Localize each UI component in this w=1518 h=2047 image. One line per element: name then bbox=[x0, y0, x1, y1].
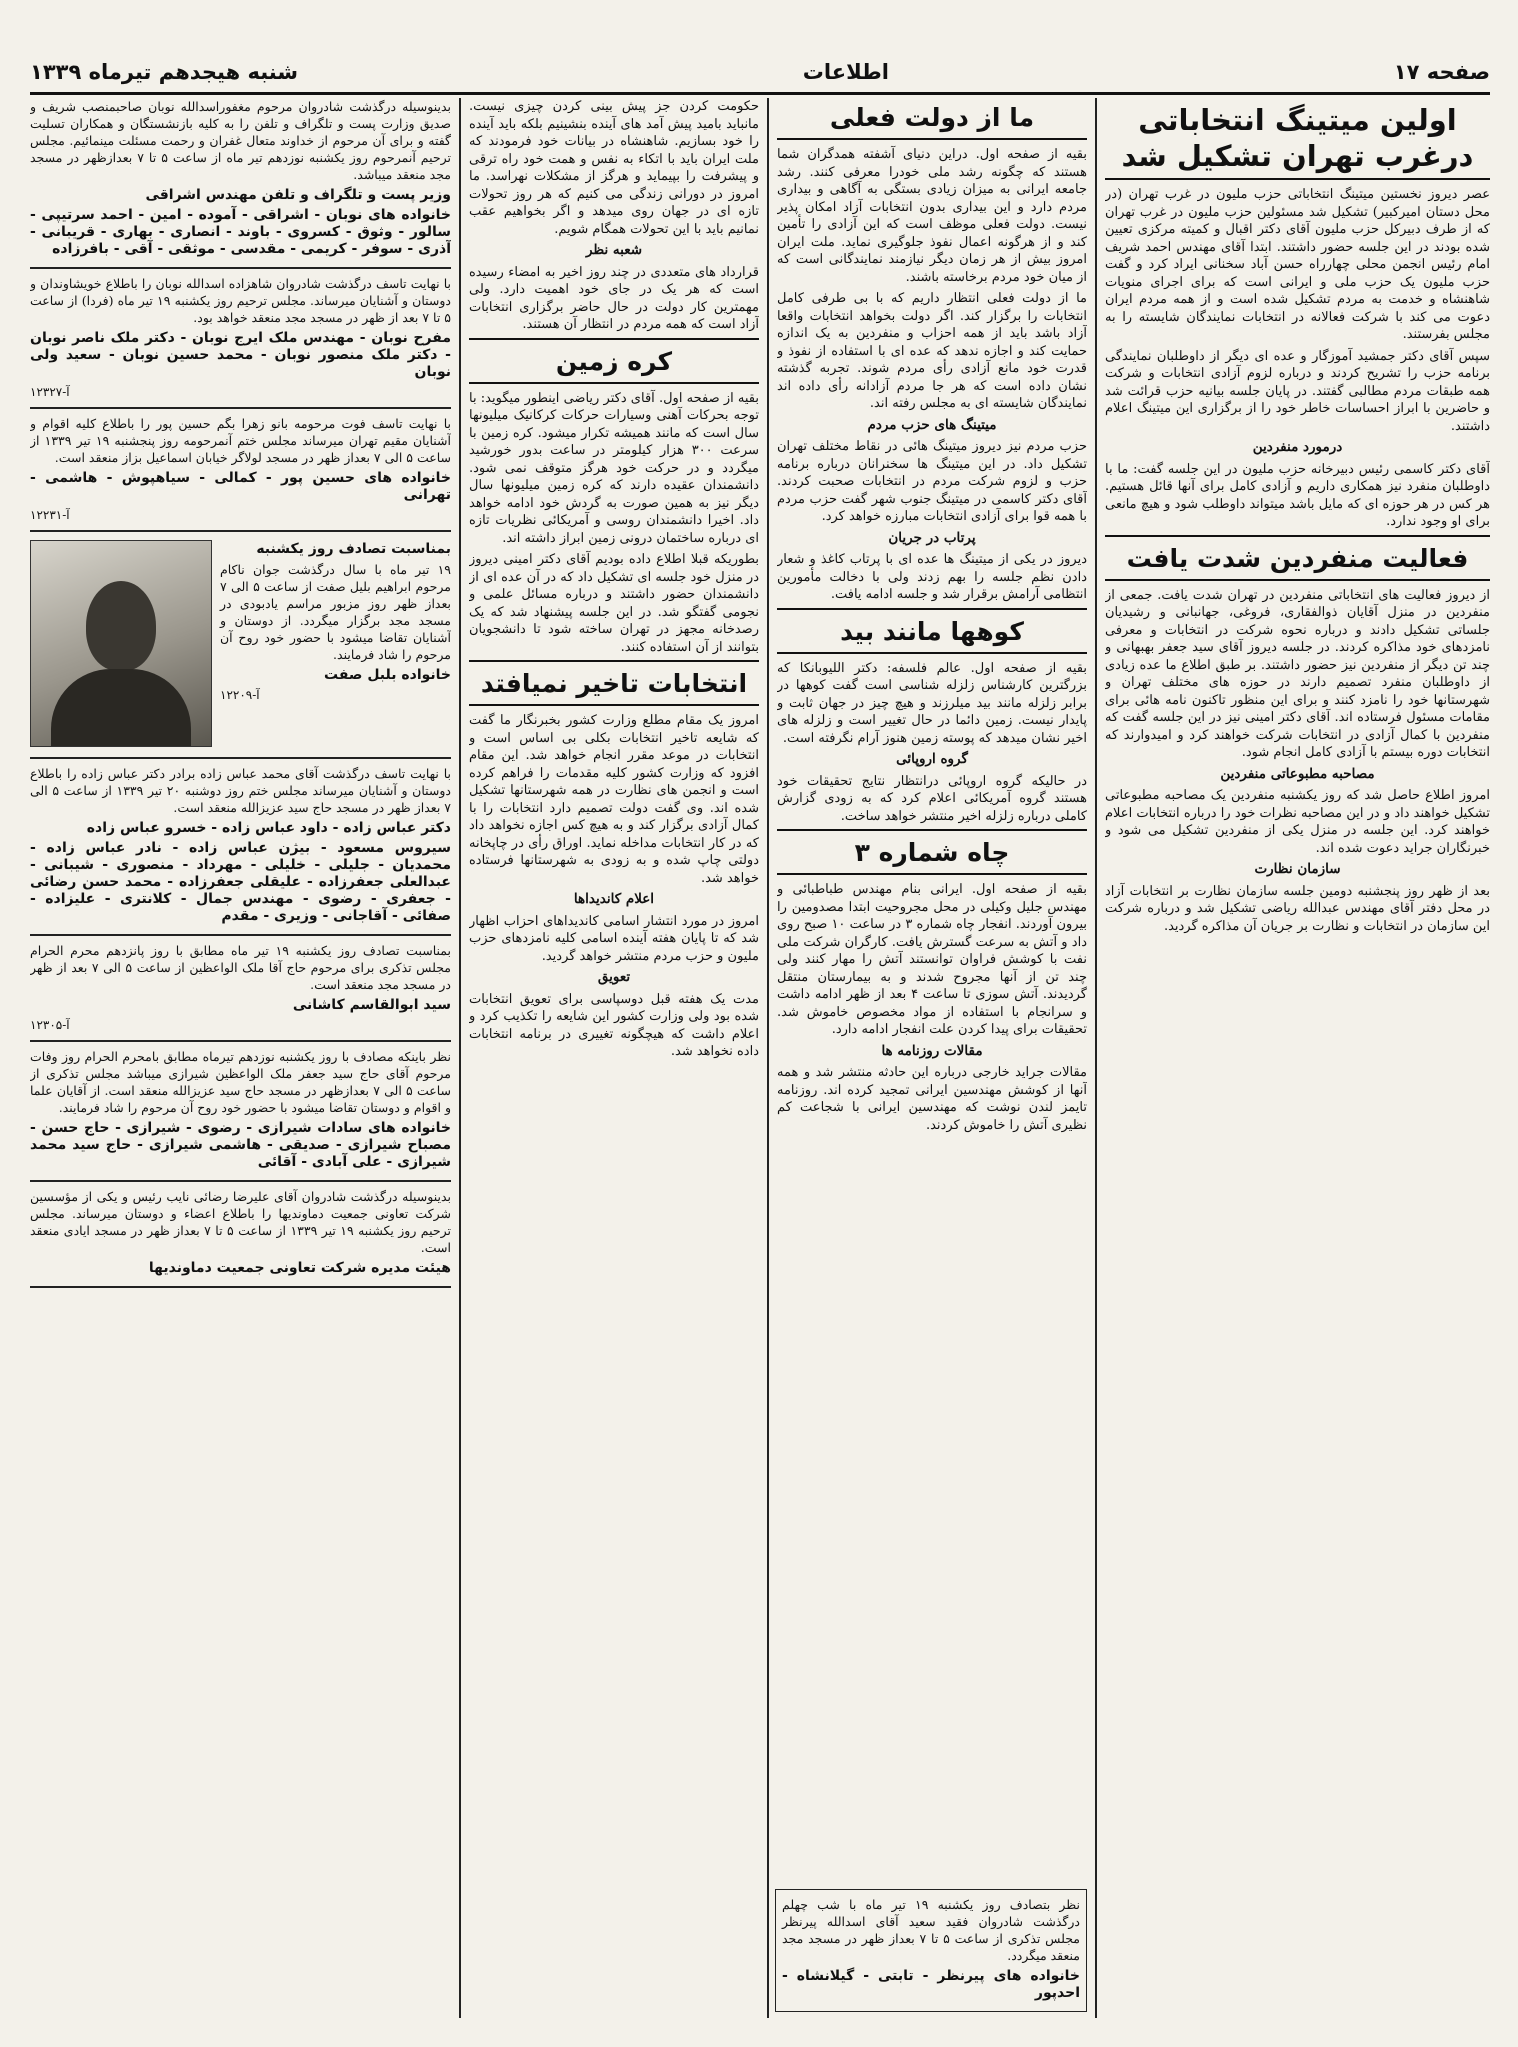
notice-families: خانواده های نوبان - اشراقی - آموده - امین - احمد سرتیپی - سالور - وثوق - کسروی - باوند - انصاری - بهاری - قریبانی - آذری - سوفر - کریمی - مقدسی - موثقی - آقی - بافرزاده bbox=[30, 207, 451, 257]
column-rule bbox=[1095, 98, 1097, 2018]
notice bbox=[30, 942, 451, 1042]
notice-signature: خانواده های حسین پور - کمالی - سیاهپوش - هاشمی - تهرانی bbox=[30, 470, 451, 503]
notice-signature: وزیر پست و تلگراف و تلفن مهندس اشراقی bbox=[145, 187, 451, 203]
headline-elections-not-delayed: انتخابات تاخیر نمیافتد bbox=[469, 660, 759, 706]
notice-text: بدینوسیله درگذشت شادروان مرحوم مغفوراسدالله نوبان صاحبمنصب شریف و صدیق وزارت پست و تلگراف و تلفن را به کلیه بازنشستگان و همکاران تسلیت گفته و برای آن مرحوم از خداوند متعال غفران و رحمت مسئلت مینمائیم. مجلس ترحیم آنمرحوم روز یکشنبه نوزدهم تیر ماه از ساعت ۵ تا ۷ بعدازظهر در مسجد مجد منعقد میباشد. bbox=[30, 99, 451, 182]
subheading: سازمان نظارت bbox=[1254, 861, 1341, 877]
article-paragraph: بعد از ظهر روز پنجشنبه دومین جلسه سازمان نظارت بر انتخابات آزاد در محل دفتر آقای مهندس عبدالله ریاضی تشکیل شد و درباره شرکت این سازمان در انتخابات و نظارت بر جریان آن مذاکره گردید. bbox=[1105, 883, 1490, 934]
subheading: اعلام کاندیداها bbox=[573, 891, 655, 907]
notice-signature: خانواده بلبل صفت bbox=[324, 667, 451, 683]
subheading: پرتاب در جریان bbox=[888, 529, 976, 546]
subheading: مصاحبه مطبوعاتی منفردین bbox=[1220, 765, 1375, 782]
article-paragraph: امروز یک مقام مطلع وزارت کشور بخبرنگار ما گفت که شایعه تاخیر انتخابات بکلی بی اساس است و انتخابات در موعد مقرر انجام خواهد شد. این مقام افزود که وزارت کشور کلیه مقدمات را فراهم کرده است و انجمن های نظارت در همه شهرستانها تشکیل شده اند. وی گفت دولت تصمیم دارد انتخابات را با کمال آزادی برگزار کند و به هیچ کس اجازه نخواهد داد که در کار انتخابات مداخله نماید. اوراق رأی در چاپخانه دولتی چاپ شده و به زودی به شهرستانها فرستاده خواهد شد. bbox=[469, 713, 759, 886]
article-paragraph: بطوریکه قبلا اطلاع داده بودیم آقای دکتر امینی دیروز در منزل خود جلسه ای تشکیل داد که در آن عده ای از دانشمندان حضور داشتند و درباره مسائل علمی و نجومی گفتگو شد. در این جلسه پیشنهاد شد که یک رصدخانه مجهز در تهران ساخته شود تا دانشجویان بتوانند از آن استفاده کنند. bbox=[469, 552, 759, 655]
headline-first-meeting: اولین میتینگ انتخاباتی درغرب تهران تشکیل شد bbox=[1105, 102, 1490, 180]
article-paragraph: عصر دیروز نخستین میتینگ انتخاباتی حزب ملیون در غرب تهران (در محل دستان امیرکبیر) تشکیل شد مسئولین حزب ملیون در غرب تهران که از طرف دبیرکل حزب ملیون آقای دکتر اقبال و کمیته مرکزی تعیین شده بودند در این جلسه حضور داشتند. ابتدا آقای مهندس احمد شریف امام رئیس انجمن محلی چهارراه حسن آباد سخنانی ایراد کرد و گفت حزب ملیون یک حزب ملی و ایرانی است که برای اجرای منویات شاهنشاه و خدمت به مردم تشکیل شده است و از همه مردم ایران دعوت می کند با شرکت فعالانه در انتخابات نمایندگان شایسته را به مجلس بفرستند. bbox=[1105, 187, 1490, 342]
page-number: صفحه ۱۷ bbox=[1393, 60, 1490, 84]
column-notices bbox=[30, 98, 451, 2018]
article-paragraph: بقیه از صفحه اول. دراین دنیای آشفته همدگران شما هستند که چگونه رشد ملی خودرا معرفی کنند. رشد جامعه ایرانی به میزان زیادی بستگی به آگاهی و بیداری مردم دارد و این بیداری بدون انتخابات آزاد امکان پذیر نیست. دولت فعلی موظف است که این آزادی را تأمین کند و از هرگونه اعمال نفوذ جلوگیری نماید. ملت ایران امروز بیش از هر زمان دیگر نیازمند نمایندگانی است که از میان خود مردم برخاسته باشند. bbox=[777, 147, 1087, 285]
article-paragraph: حکومت کردن جز پیش بینی کردن چیزی نیست. مانباید بامید پیش آمد های آینده بنشینیم بلکه باید آینده را خود بسازیم. شاهنشاه در بیانات خود فرمودند که ملت ایران باید با اتکاء به نفس و همت خود راه ترقی و پیشرفت را بپیماید و هرگز از مشکلات نهراسد. ما امروز در دورانی زندگی می کنیم که هر روز تحولات تازه ای در جهان روی میدهد و اگر بخواهیم عقب نمانیم باید با این تحولات همگام شویم. bbox=[469, 99, 759, 237]
notice bbox=[30, 415, 451, 532]
notice-text: ۱۹ تیر ماه با سال درگذشت جوان ناکام مرحوم ابراهیم بلیل صفت از ساعت ۵ الی ۷ بعداز ظهر روز مزبور مراسم یادبودی در مسجد مجد برگزار میگردد. از دوستان و آشنایان تقاضا میشود با حضور خود روح آن مرحوم را شاد فرمایند. bbox=[220, 562, 451, 662]
bottom-notice bbox=[775, 1889, 1087, 2012]
subheading: گروه اروپائی bbox=[896, 751, 968, 767]
article-paragraph: در حالیکه گروه اروپائی درانتظار نتایج تحقیقات خود هستند گروه آمریکائی اعلام کرد که به زودی گزارش کاملی درباره زلزله اخیر منتشر خواهد ساخت. bbox=[777, 773, 1087, 824]
subheading: شعبه نظر bbox=[585, 242, 643, 258]
ad-code: آ-۱۲۲۰۹ bbox=[220, 688, 260, 702]
column-rule bbox=[459, 98, 461, 2018]
article-paragraph: سپس آقای دکتر جمشید آموزگار و عده ای دیگر از داوطلبان نمایندگی برنامه حزب را تشریح کردند و درباره لزوم آزادی انتخابات و شرکت همه طبقات مردم مطالبی گفتند. در پایان جلسه بیانیه حزب قرائت شد و حاضرین با ابراز احساسات خاطر خود را از برگزاری این میتینگ اعلام داشتند. bbox=[1105, 348, 1490, 434]
article-paragraph: بقیه از صفحه اول. آقای دکتر ریاضی اینطور میگوید: با توجه بحرکات آهنی وسیارات حرکات کرکانیک میلیونها سال است که مانند همیشه تکرار میشود. کره زمین با سرعت ۳۰۰ هزار کیلومتر در ساعت بدور خورشید میگردد و در حرکت خود هرگز متوقف نمی شود. دانشمندان عقیده دارند که کره زمین میلیونها سال دیگر نیز به همین صورت به گردش خود ادامه خواهد داد. اخیرا دانشمندان روسی و آمریکائی نظریات تازه ای درباره ساختمان درونی زمین ابراز داشته اند. bbox=[469, 390, 759, 546]
subheading: میتینگ های حزب مردم bbox=[867, 416, 997, 433]
notice-with-photo bbox=[30, 538, 451, 759]
article-paragraph: آقای دکتر کاسمی رئیس دبیرخانه حزب ملیون در این جلسه گفت: ما با داوطلبان منفرد نیز همکاری داریم و آزادی کامل برای آنها قائل هستیم. هر کس در هر حوزه ای که مایل باشد میتواند داوطلب شود و هیچ مانعی برای او وجود ندارد. bbox=[1105, 461, 1490, 529]
notice-text: بمناسبت تصادف روز یکشنبه ۱۹ تیر ماه مطابق با روز پانزدهم محرم الحرام مجلس تذکری برای مرحوم حاج آقا ملک الواعظین از ساعت ۵ الی ۷ بعد از ظهر در مسجد مجد منعقد است. bbox=[30, 943, 451, 992]
notice-title: بمناسبت تصادف روز یکشنبه bbox=[256, 541, 451, 557]
newspaper-page bbox=[30, 98, 1490, 2018]
headline-well-3: چاه شماره ۳ bbox=[777, 829, 1087, 875]
notice bbox=[30, 1048, 451, 1182]
notice-signature: سید ابوالقاسم کاشانی bbox=[292, 997, 451, 1013]
notice-text: نظر باینکه مصادف با روز یکشنبه نوزدهم تیرماه مطابق بامحرم الحرام روز وفات مرحوم آقای حاج سید جعفر ملک الواعظین شیرازی میباشد مجلس تذکری از ساعت ۵ الی ۷ بعدازظهر در مسجد حاج سید عزیزالله منعقد است. از آقایان علما و اقوام و دوستان تقاضا میشود با حضور خود روح آن مرحوم را شاد فرمایند. bbox=[30, 1049, 451, 1115]
ad-code: آ-۱۲۳۰۵ bbox=[30, 1018, 70, 1032]
notice bbox=[30, 98, 451, 269]
notice-signature: مفرح نوبان - مهندس ملک ایرج نوبان - دکتر ملک ناصر نوبان - دکتر ملک منصور نوبان - محمد حسین نوبان - سعید ولی نوبان bbox=[30, 330, 451, 380]
headline-independents: فعالیت منفردین شدت یافت bbox=[1105, 535, 1490, 581]
notice bbox=[30, 1188, 451, 1288]
portrait-photo bbox=[30, 540, 212, 747]
notice-signature: هیئت مدیره شرکت تعاونی جمعیت دماوندیها bbox=[148, 1260, 451, 1276]
article-paragraph: حزب مردم نیز دیروز میتینگ هائی در نقاط مختلف تهران تشکیل داد. در این میتینگ ها سخنرانان درباره برنامه حزب و لزوم شرکت مردم در انتخابات صحبت کردند. آقای دکتر کاسمی در میتینگ جنوب شهر گفت حزب مردم با همه قوا برای آزادی انتخابات مبارزه خواهد کرد. bbox=[777, 439, 1087, 524]
subheading: تعویق bbox=[597, 969, 631, 985]
headline-mountains: کوهها مانند بید bbox=[777, 608, 1087, 654]
subheading: درمورد منفردین bbox=[1252, 439, 1343, 455]
article-paragraph: قرارداد های متعددی در چند روز اخیر به امضاء رسیده است که هر یک در جای خود اهمیت دارد. ولی مهمترین کار دولت در حال حاضر برگزاری انتخابات آزاد است که همه مردم در انتظار آن هستند. bbox=[469, 264, 759, 332]
notice-text: با نهایت تاسف فوت مرحومه بانو زهرا بگم حسین پور را باطلاع کلیه اقوام و آشنایان مقیم تهران میرساند مجلس ختم آنمرحومه روز پنجشنبه ۱۹ تیر ۱۳۳۹ از ساعت ۵ الی ۷ بعداز ظهر در مسجد لولاگر خیابان اسماعیل بزاز منعقد است. bbox=[30, 416, 451, 465]
subheading: مقالات روزنامه ها bbox=[881, 1042, 983, 1059]
article-paragraph: مدت یک هفته قبل دوسپاسی برای تعویق انتخابات شده بود ولی وزارت کشور این شایعه را تکذیب کرد و اعلام داشت که هیچگونه تغییری در برنامه انتخابات داده نخواهد شد. bbox=[469, 991, 759, 1059]
article-paragraph: امروز در مورد انتشار اسامی کاندیداهای احزاب اظهار شد که تا پایان هفته آینده اسامی کلیه نامزدهای حزب ملیون و حزب مردم منتشر خواهد گردید. bbox=[469, 913, 759, 964]
issue-date: شنبه هیجدهم تیرماه ۱۳۳۹ bbox=[30, 60, 298, 84]
column-middle-right bbox=[777, 98, 1087, 2018]
article-paragraph: بقیه از صفحه اول. عالم فلسفه: دکتر اللیوبانکا که بزرگترین کارشناس زلزله شناسی است گفت کوهها در برابر زلزله مانند بید میلرزند و هیچ چیز در جهان ثابت و پایدار نیست. زمین دائما در حال تغییر است و زلزله های اخیر نشان میدهد که پوسته زمین هنوز آرام نگرفته است. bbox=[777, 660, 1087, 746]
ad-code: آ-۱۲۳۲۷ bbox=[30, 385, 70, 399]
article-paragraph: از دیروز فعالیت های انتخاباتی منفردین در تهران شدت یافت. جمعی از منفردین در منزل آقایان ذوالفقاری، فروغی، جهانبانی و رشیدیان جلساتی تشکیل دادند و درباره نحوه شرکت در انتخابات و معرفی نامزدهای خود مذاکره کردند. در جلسه دیروز آقای سید جعفر بهبهانی و چند تن دیگر از منفردین نیز حضور داشتند. بر طبق اطلاع ما عده زیادی از داوطلبان منفرد تصمیم دارند در حوزه های مختلف تهران و شهرستانها خود را نامزد کنند و برای این منظور تاکنون نامه هائی برای مقامات مسئول فرستاده اند. آقای دکتر امینی نیز در این جلسه گفت که منفردین با کمال آزادی در انتخابات شرکت خواهند کرد و امیدوارند که انتخابات دوره بیستم با آزادی کامل انجام شود. bbox=[1105, 587, 1490, 760]
notice bbox=[30, 275, 451, 409]
article-paragraph: دیروز در یکی از میتینگ ها عده ای با پرتاب کاغذ و شعار دادن نظم جلسه را بهم زدند ولی با دخالت مأمورین انتظامی آرامش برقرار شد و جلسه ادامه یافت. bbox=[777, 552, 1087, 602]
notice bbox=[30, 765, 451, 936]
article-paragraph: بقیه از صفحه اول. ایرانی بنام مهندس طباطبائی و مهندس جلیل وکیلی در محل مجروحیت ابتدا مصدومین را بیرون آوردند. انفجار چاه شماره ۳ در ساعت ۱۰ صبح روی داد و آتش به سرعت گسترش یافت. کارگران شرکت ملی نفت با کوشش فراوان توانستند آتش را مهار کنند ولی چند تن از آنها مجروح شدند و به بیمارستان منتقل گردیدند. آتش سوزی تا ساعت ۴ بعد از ظهر ادامه داشت و سرانجام با استفاده از مواد مخصوص خاموش شد. تحقیقات برای پیدا کردن علت انفجار ادامه دارد. bbox=[777, 882, 1087, 1037]
notice-signature: دکتر عباس زاده - داود عباس زاده - خسرو عباس زاده bbox=[86, 820, 451, 836]
notice-families: سیروس مسعود - بیژن عباس زاده - نادر عباس زاده - محمدیان - جلیلی - خلیلی - مهرداد - منصوری - شیبانی - عبدالعلی جعفرزاده - علیقلی جعفرزاده - محمد حسن رضائی - جعفری - رضوی - مهندس جمال - کلانتری - علیزاده - صفائی - آقاجانی - وزیری - مقدم bbox=[30, 840, 451, 924]
column-middle-left bbox=[469, 98, 759, 2018]
column-rule bbox=[767, 98, 769, 2018]
article-paragraph: ما از دولت فعلی انتظار داریم که با بی طرفی کامل انتخابات را برگزار کند. اگر دولت بخواهد انتخابات واقعا آزاد باشد باید از همه احزاب و منفردین به یک اندازه حمایت کند و اجازه ندهد که عده ای با استفاده از نفوذ و قدرت خود مانع آزادی رأی مردم شوند. تجربه گذشته نشان داده است که هر جا مردم آزادانه رأی داده اند نمایندگان شایسته ای به مجلس رفته اند. bbox=[777, 291, 1087, 411]
article-paragraph: امروز اطلاع حاصل شد که روز یکشنبه منفردین یک مصاحبه مطبوعاتی تشکیل خواهند داد و در این مصاحبه نظرات خود را درباره انتخابات اعلام خواهند کرد. این جلسه در منزل یکی از منفردین تشکیل می شود و خبرنگاران جراید دعوت شده اند. bbox=[1105, 788, 1490, 856]
headline-earth: کره زمین bbox=[469, 338, 759, 384]
notice-signature: خانواده های پیرنظر - تابتی - گیلانشاه - احدپور bbox=[782, 1968, 1080, 2001]
notice-text: نظر بتصادف روز یکشنبه ۱۹ تیر ماه با شب چهلم درگذشت شادروان فقید سعید آقای اسدالله پیرنظر مجلس تذکری از ساعت ۵ تا ۷ بعداز ظهر در مسجد مجد منعقد میگردد. bbox=[782, 1897, 1080, 1963]
column-right bbox=[1105, 98, 1490, 2018]
notice-text: بدینوسیله درگذشت شادروان آقای علیرضا رضائی نایب رئیس و یکی از مؤسسین شرکت تعاونی جمعیت دماوندیها را باطلاع اعضاء و دوستان میرساند. مجلس ترحیم روز یکشنبه ۱۹ تیر ۱۳۳۹ از ساعت ۵ تا ۷ بعداز ظهر در مسجد ایادی منعقد است. bbox=[30, 1189, 451, 1255]
notice-text: با نهایت تاسف درگذشت آقای محمد عباس زاده برادر دکتر عباس زاده را باطلاع دوستان و آشنایان میرساند مجلس ختم روز دوشنبه ۲۰ تیر ۱۳۳۹ از ساعت ۵ الی ۷ بعداز ظهر در مسجد حاج سید عزیزالله منعقد است. bbox=[30, 766, 451, 815]
masthead bbox=[30, 52, 1490, 95]
headline-government: ما از دولت فعلی bbox=[777, 102, 1087, 140]
article-paragraph: مقالات جراید خارجی درباره این حادثه منتشر شد و همه آنها از کوشش مهندسین ایرانی تمجید کرده اند. روزنامه تایمز لندن نوشت که مهندسین ایرانی با شجاعت کم نظیری آتش را خاموش کردند. bbox=[777, 1065, 1087, 1133]
notice-signature: خانواده های سادات شیرازی - رضوی - شیرازی - حاج حسن - مصباح شیرازی - صدیقی - هاشمی شیرازی - حاج سید محمد شیرازی - علی آبادی - آقائی bbox=[30, 1120, 451, 1170]
newspaper-name: اطلاعات bbox=[802, 60, 890, 84]
ad-code: آ-۱۲۲۳۱ bbox=[30, 508, 70, 522]
notice-text: با نهایت تاسف درگذشت شادروان شاهزاده اسدالله نوبان را باطلاع خویشاوندان و دوستان و آشنایان میرساند. مجلس ترحیم روز یکشنبه ۱۹ تیر ماه (فردا) از ساعت ۵ تا ۷ بعد از ظهر در مسجد مجد منعقد خواهد بود. bbox=[30, 276, 451, 325]
